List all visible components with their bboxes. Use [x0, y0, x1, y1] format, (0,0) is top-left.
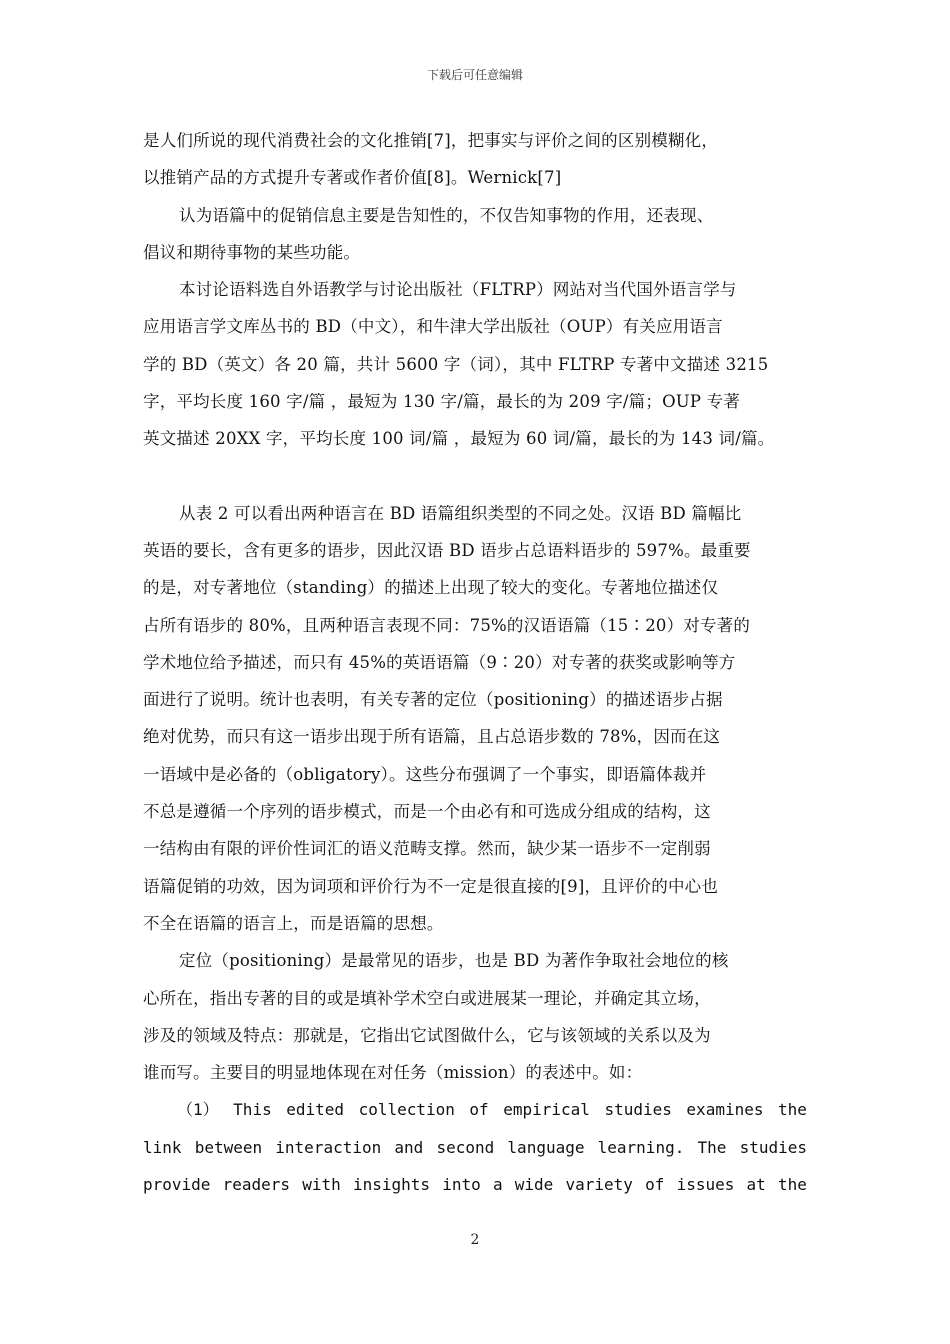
- text-line: 的是，对专著地位（standing）的描述上出现了较大的变化。专著地位描述仅: [143, 578, 719, 598]
- paragraph-1: [143, 122, 807, 197]
- word: a: [492, 1175, 503, 1195]
- text-line: 学的 BD（英文）各 20 篇，共计 5600 字（词），其中 FLTRP 专著中文描述 3215: [143, 354, 769, 374]
- word: with: [302, 1175, 341, 1195]
- word: of: [469, 1100, 489, 1120]
- word: variety: [565, 1175, 633, 1195]
- text-line: 应用语言学文库丛书的 BD（中文），和牛津大学出版社（OUP）有关应用语言: [143, 317, 723, 337]
- word: This: [233, 1100, 272, 1120]
- text-line: 一结构由有限的评价性词汇的语义范畴支撑。然而，缺少某一语步不一定削弱: [143, 839, 711, 859]
- word: collection: [358, 1100, 455, 1120]
- word: language: [507, 1137, 585, 1157]
- word: insights: [352, 1175, 431, 1195]
- word: interaction: [275, 1137, 382, 1157]
- word: （1）: [177, 1100, 219, 1120]
- word: issues: [676, 1175, 735, 1195]
- page-header: 下载后可任意编辑: [426, 68, 523, 82]
- text-line: 认为语篇中的促销信息主要是告知性的，不仅告知事物的作用，还表现、: [179, 205, 714, 225]
- text-line: 字，平均长度 160 字/篇 ，最短为 130 字/篇，最长的为 209 字/篇；OUP 专著: [143, 392, 741, 412]
- word: learning.: [597, 1137, 685, 1157]
- paragraph-gap: [143, 458, 807, 495]
- text-line: 谁而写。主要目的明显地体现在对任务（mission）的表述中。如：: [143, 1063, 643, 1083]
- example-line: [143, 1129, 807, 1166]
- text-line: 一语域中是必备的（obligatory）。这些分布强调了一个事实，即语篇体裁并: [143, 764, 707, 784]
- text-line: 倡议和期待事物的某些功能。: [143, 242, 361, 262]
- text-line: 不全在语篇的语言上，而是语篇的思想。: [143, 913, 444, 933]
- text-line: 涉及的领域及特点：那就是，它指出它试图做什么，它与该领域的关系以及为: [143, 1025, 711, 1045]
- example-quote: [143, 1091, 807, 1203]
- word: empirical: [503, 1100, 590, 1120]
- text-line: 定位（positioning）是最常见的语步，也是 BD 为著作争取社会地位的核: [179, 951, 729, 971]
- page-number: 2: [470, 1232, 480, 1248]
- text-line: 是人们所说的现代消费社会的文化推销[7]，把事实与评价之间的区别模糊化，: [143, 131, 719, 150]
- word: studies: [604, 1100, 672, 1120]
- example-line: [143, 1166, 807, 1203]
- paragraph-4: [143, 495, 807, 943]
- word: wide: [514, 1175, 554, 1195]
- word: the: [778, 1175, 807, 1195]
- example-line: [143, 1091, 807, 1128]
- word: edited: [286, 1100, 345, 1120]
- paragraph-2: [143, 197, 807, 272]
- word: examines: [686, 1100, 764, 1120]
- document-body: [143, 122, 807, 1203]
- word: between: [194, 1137, 263, 1157]
- text-line: 面进行了说明。统计也表明，有关专著的定位（positioning）的描述语步占据: [143, 690, 723, 710]
- text-line: 本讨论语料选自外语教学与讨论出版社（FLTRP）网站对当代国外语言学与: [179, 280, 737, 300]
- paragraph-3: [143, 271, 807, 457]
- text-line: 英语的要长，含有更多的语步，因此汉语 BD 语步占总语料语步的 597%。最重要: [143, 540, 751, 560]
- text-line: 绝对优势，而只有这一语步出现于所有语篇，且占总语步数的 78%，因而在这: [143, 727, 721, 747]
- word: provide: [143, 1175, 211, 1195]
- text-line: 英文描述 20XX 字，平均长度 100 词/篇 ，最短为 60 词/篇，最长的为 143 词/篇。: [143, 429, 775, 449]
- text-line: 语篇促销的功效，因为词项和评价行为不一定是很直接的[9]，且评价的中心也: [143, 876, 719, 896]
- word: of: [645, 1175, 665, 1195]
- text-line: 不总是遵循一个序列的语步模式，而是一个由必有和可选成分组成的结构，这: [143, 802, 711, 822]
- text-line: 以推销产品的方式提升专著或作者价值[8]。Wernick[7]: [143, 168, 562, 188]
- text-line: 从表 2 可以看出两种语言在 BD 语篇组织类型的不同之处。汉语 BD 篇幅比: [179, 503, 742, 523]
- word: readers: [222, 1175, 291, 1195]
- word: the: [778, 1100, 807, 1120]
- paragraph-5: [143, 942, 807, 1091]
- text-line: 心所在，指出专著的目的或是填补学术空白或进展某一理论，并确定其立场，: [143, 988, 711, 1008]
- word: The: [697, 1137, 727, 1157]
- text-line: 学术地位给予描述，而只有 45%的英语语篇（9∶20）对专著的获奖或影响等方: [143, 652, 736, 672]
- word: studies: [739, 1137, 807, 1157]
- word: link: [143, 1137, 182, 1157]
- text-line: 占所有语步的 80%，且两种语言表现不同：75%的汉语语篇（15∶20）对专著的: [143, 615, 751, 635]
- word: second: [436, 1137, 495, 1157]
- word: at: [746, 1175, 766, 1195]
- word: into: [442, 1175, 481, 1195]
- word: and: [394, 1137, 424, 1157]
